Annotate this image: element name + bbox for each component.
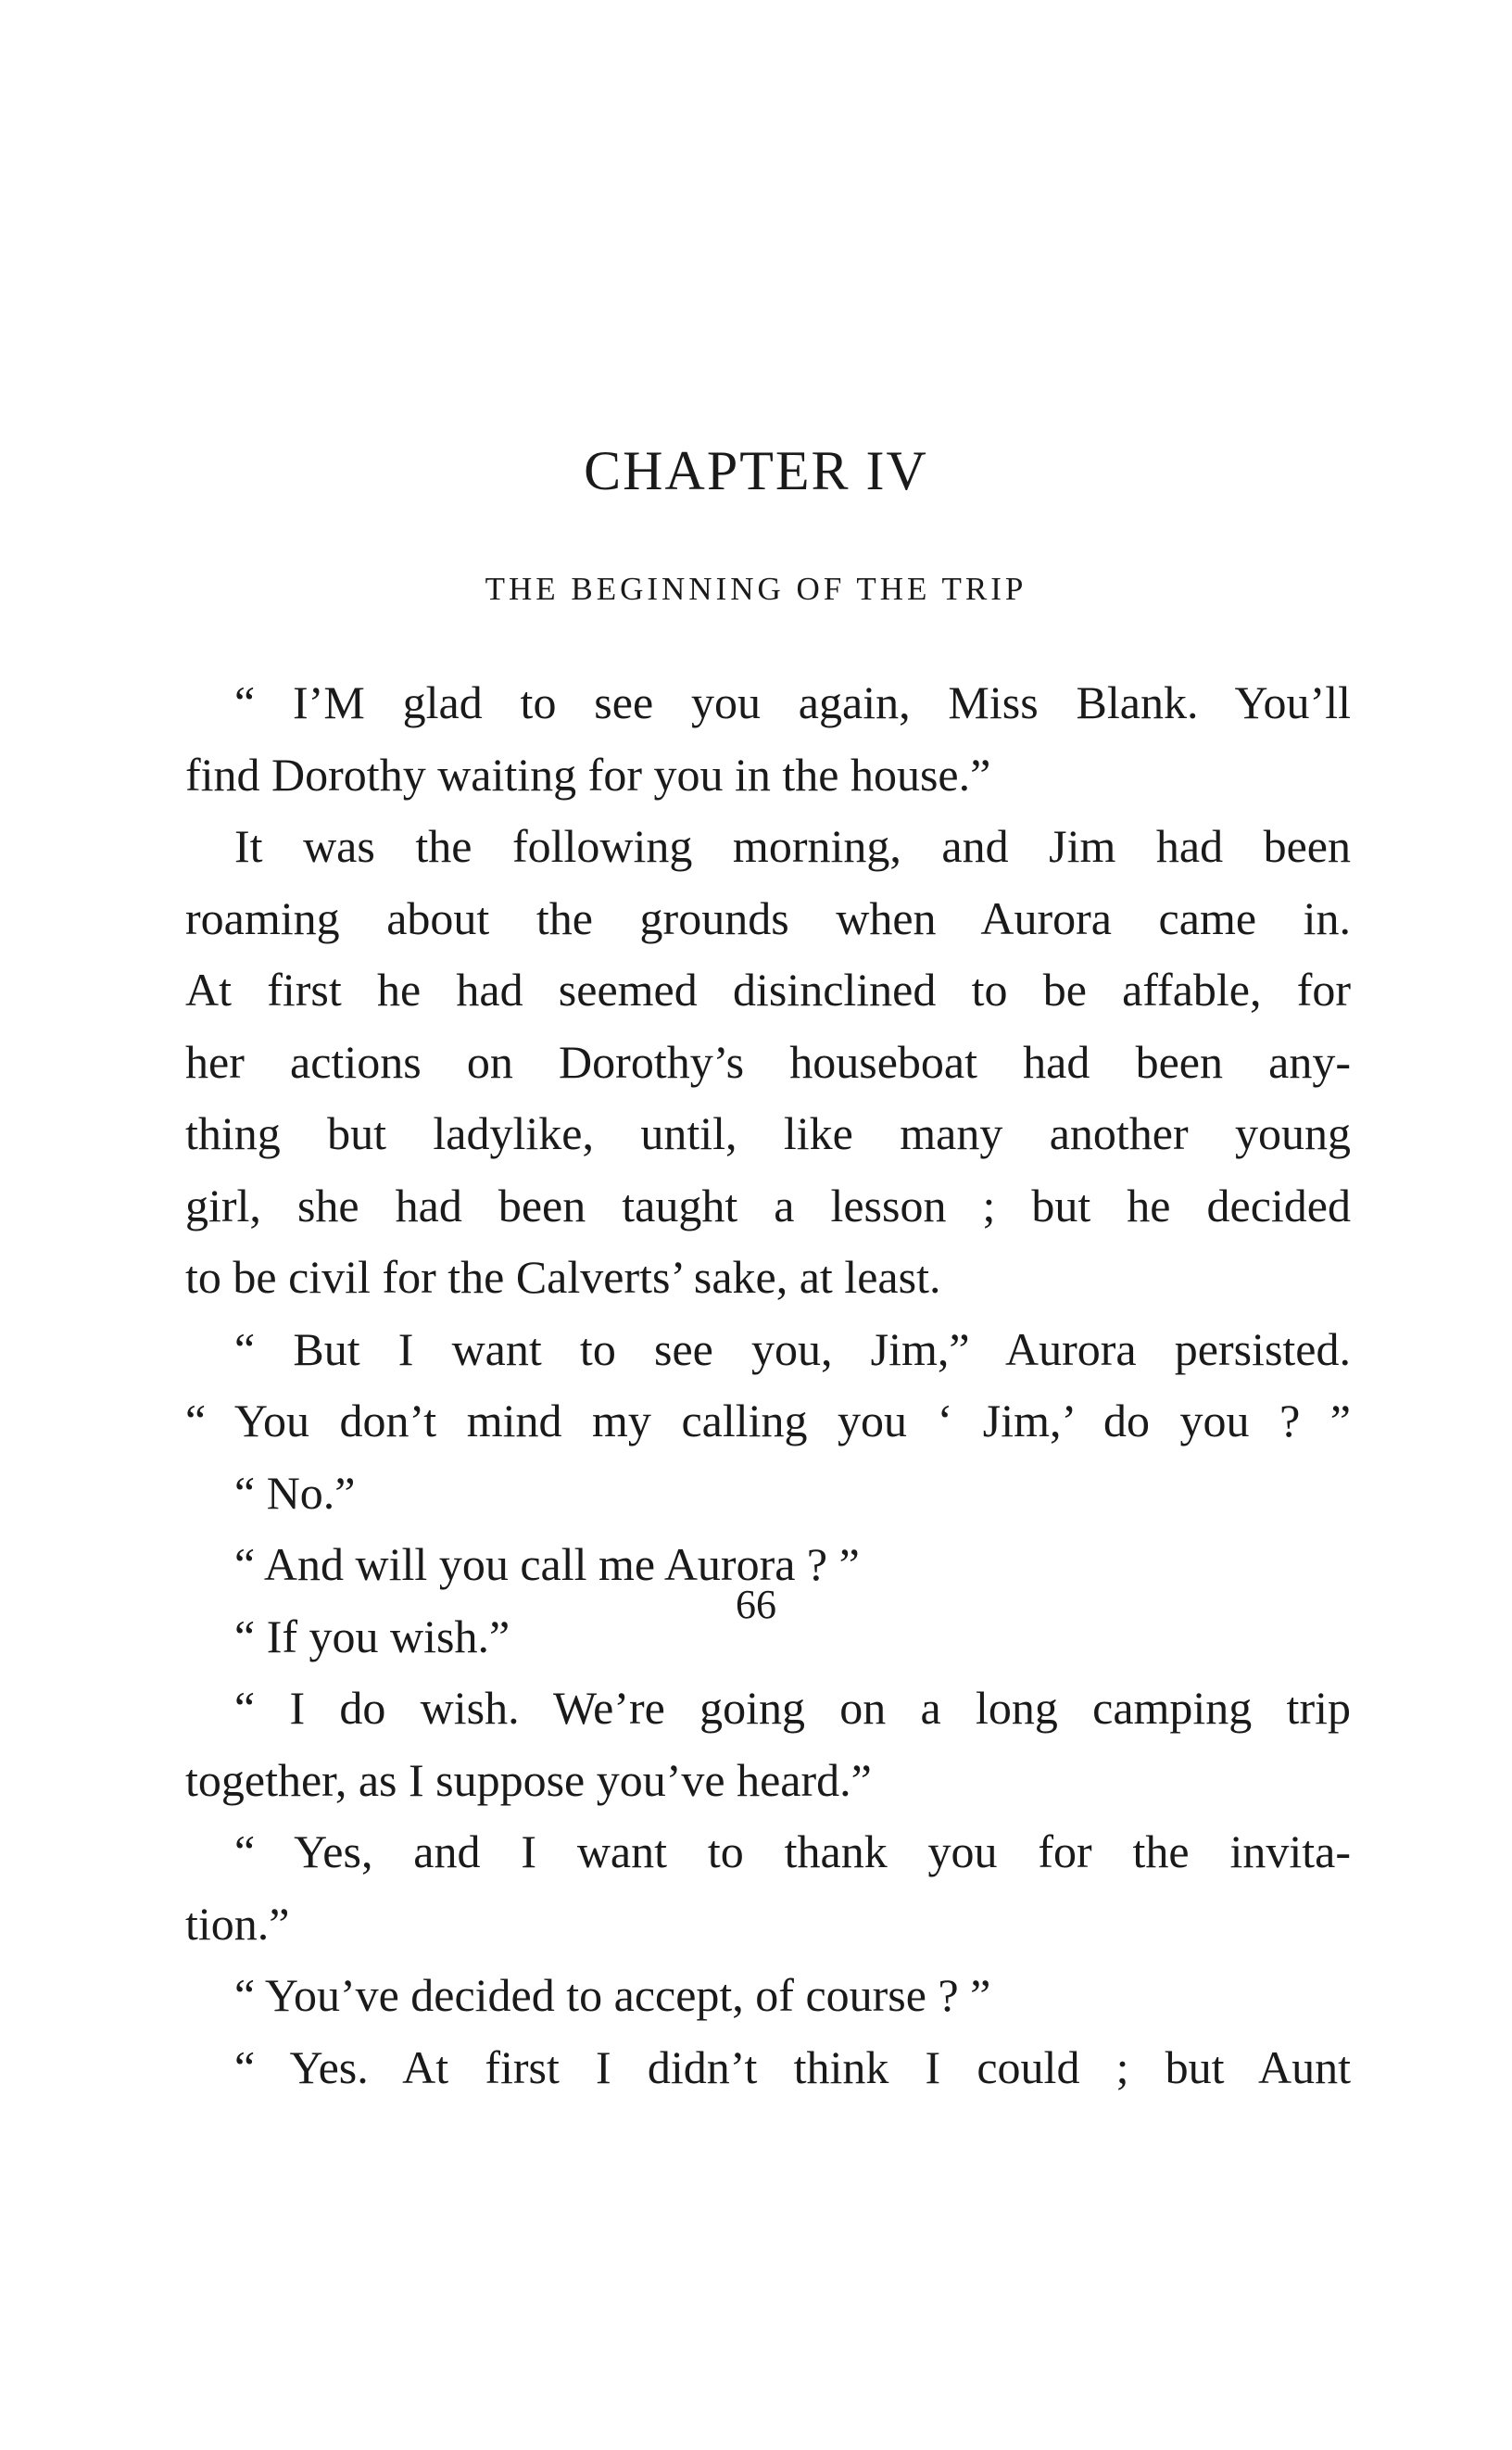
text-line-15: “ I do wish. We’re going on a long camping trip <box>234 1682 1351 1734</box>
chapter-number: CHAPTER IV <box>584 440 928 501</box>
page-number: 66 <box>736 1582 776 1627</box>
text-line-20: “ Yes. At first I didn’t think I could ; but Aunt <box>234 2040 1351 2093</box>
text-line-2: find Dorothy waiting for you in the house.” <box>185 748 991 801</box>
text-line-6: her actions on Dorothy’s houseboat had been any- <box>185 1035 1351 1088</box>
text-line-5: At first he had seemed disinclined to be affable, for <box>185 964 1351 1016</box>
text-line-12: “ No.” <box>234 1466 356 1519</box>
text-line-10: “ But I want to see you, Jim,” Aurora persisted. <box>234 1322 1351 1375</box>
text-line-11: “ You don’t mind my calling you ‘ Jim,’ do you ? ” <box>185 1395 1351 1446</box>
text-line-18: tion.” <box>185 1897 290 1950</box>
text-line-16: together, as I suppose you’ve heard.” <box>185 1753 872 1806</box>
text-line-14: “ If you wish.” <box>234 1610 510 1662</box>
text-line-8: girl, she had been taught a lesson ; but he decided <box>185 1179 1351 1231</box>
body-text <box>185 667 1351 2103</box>
text-line-1: “ I’M glad to see you again, Miss Blank. You’ll <box>234 676 1351 728</box>
text-line-9: to be civil for the Calverts’ sake, at least. <box>185 1251 941 1303</box>
text-line-3: It was the following morning, and Jim had been <box>234 820 1351 872</box>
text-line-4: roaming about the grounds when Aurora came in. <box>185 891 1351 944</box>
text-line-19: “ You’ve decided to accept, of course ? ” <box>234 1969 991 2021</box>
chapter-title: THE BEGINNING OF THE TRIP <box>485 571 1027 607</box>
text-line-17: “ Yes, and I want to thank you for the invita- <box>234 1825 1351 1877</box>
text-line-13: “ And will you call me Aurora ? ” <box>234 1538 860 1590</box>
text-line-7: thing but ladylike, until, like many another young <box>185 1107 1351 1159</box>
